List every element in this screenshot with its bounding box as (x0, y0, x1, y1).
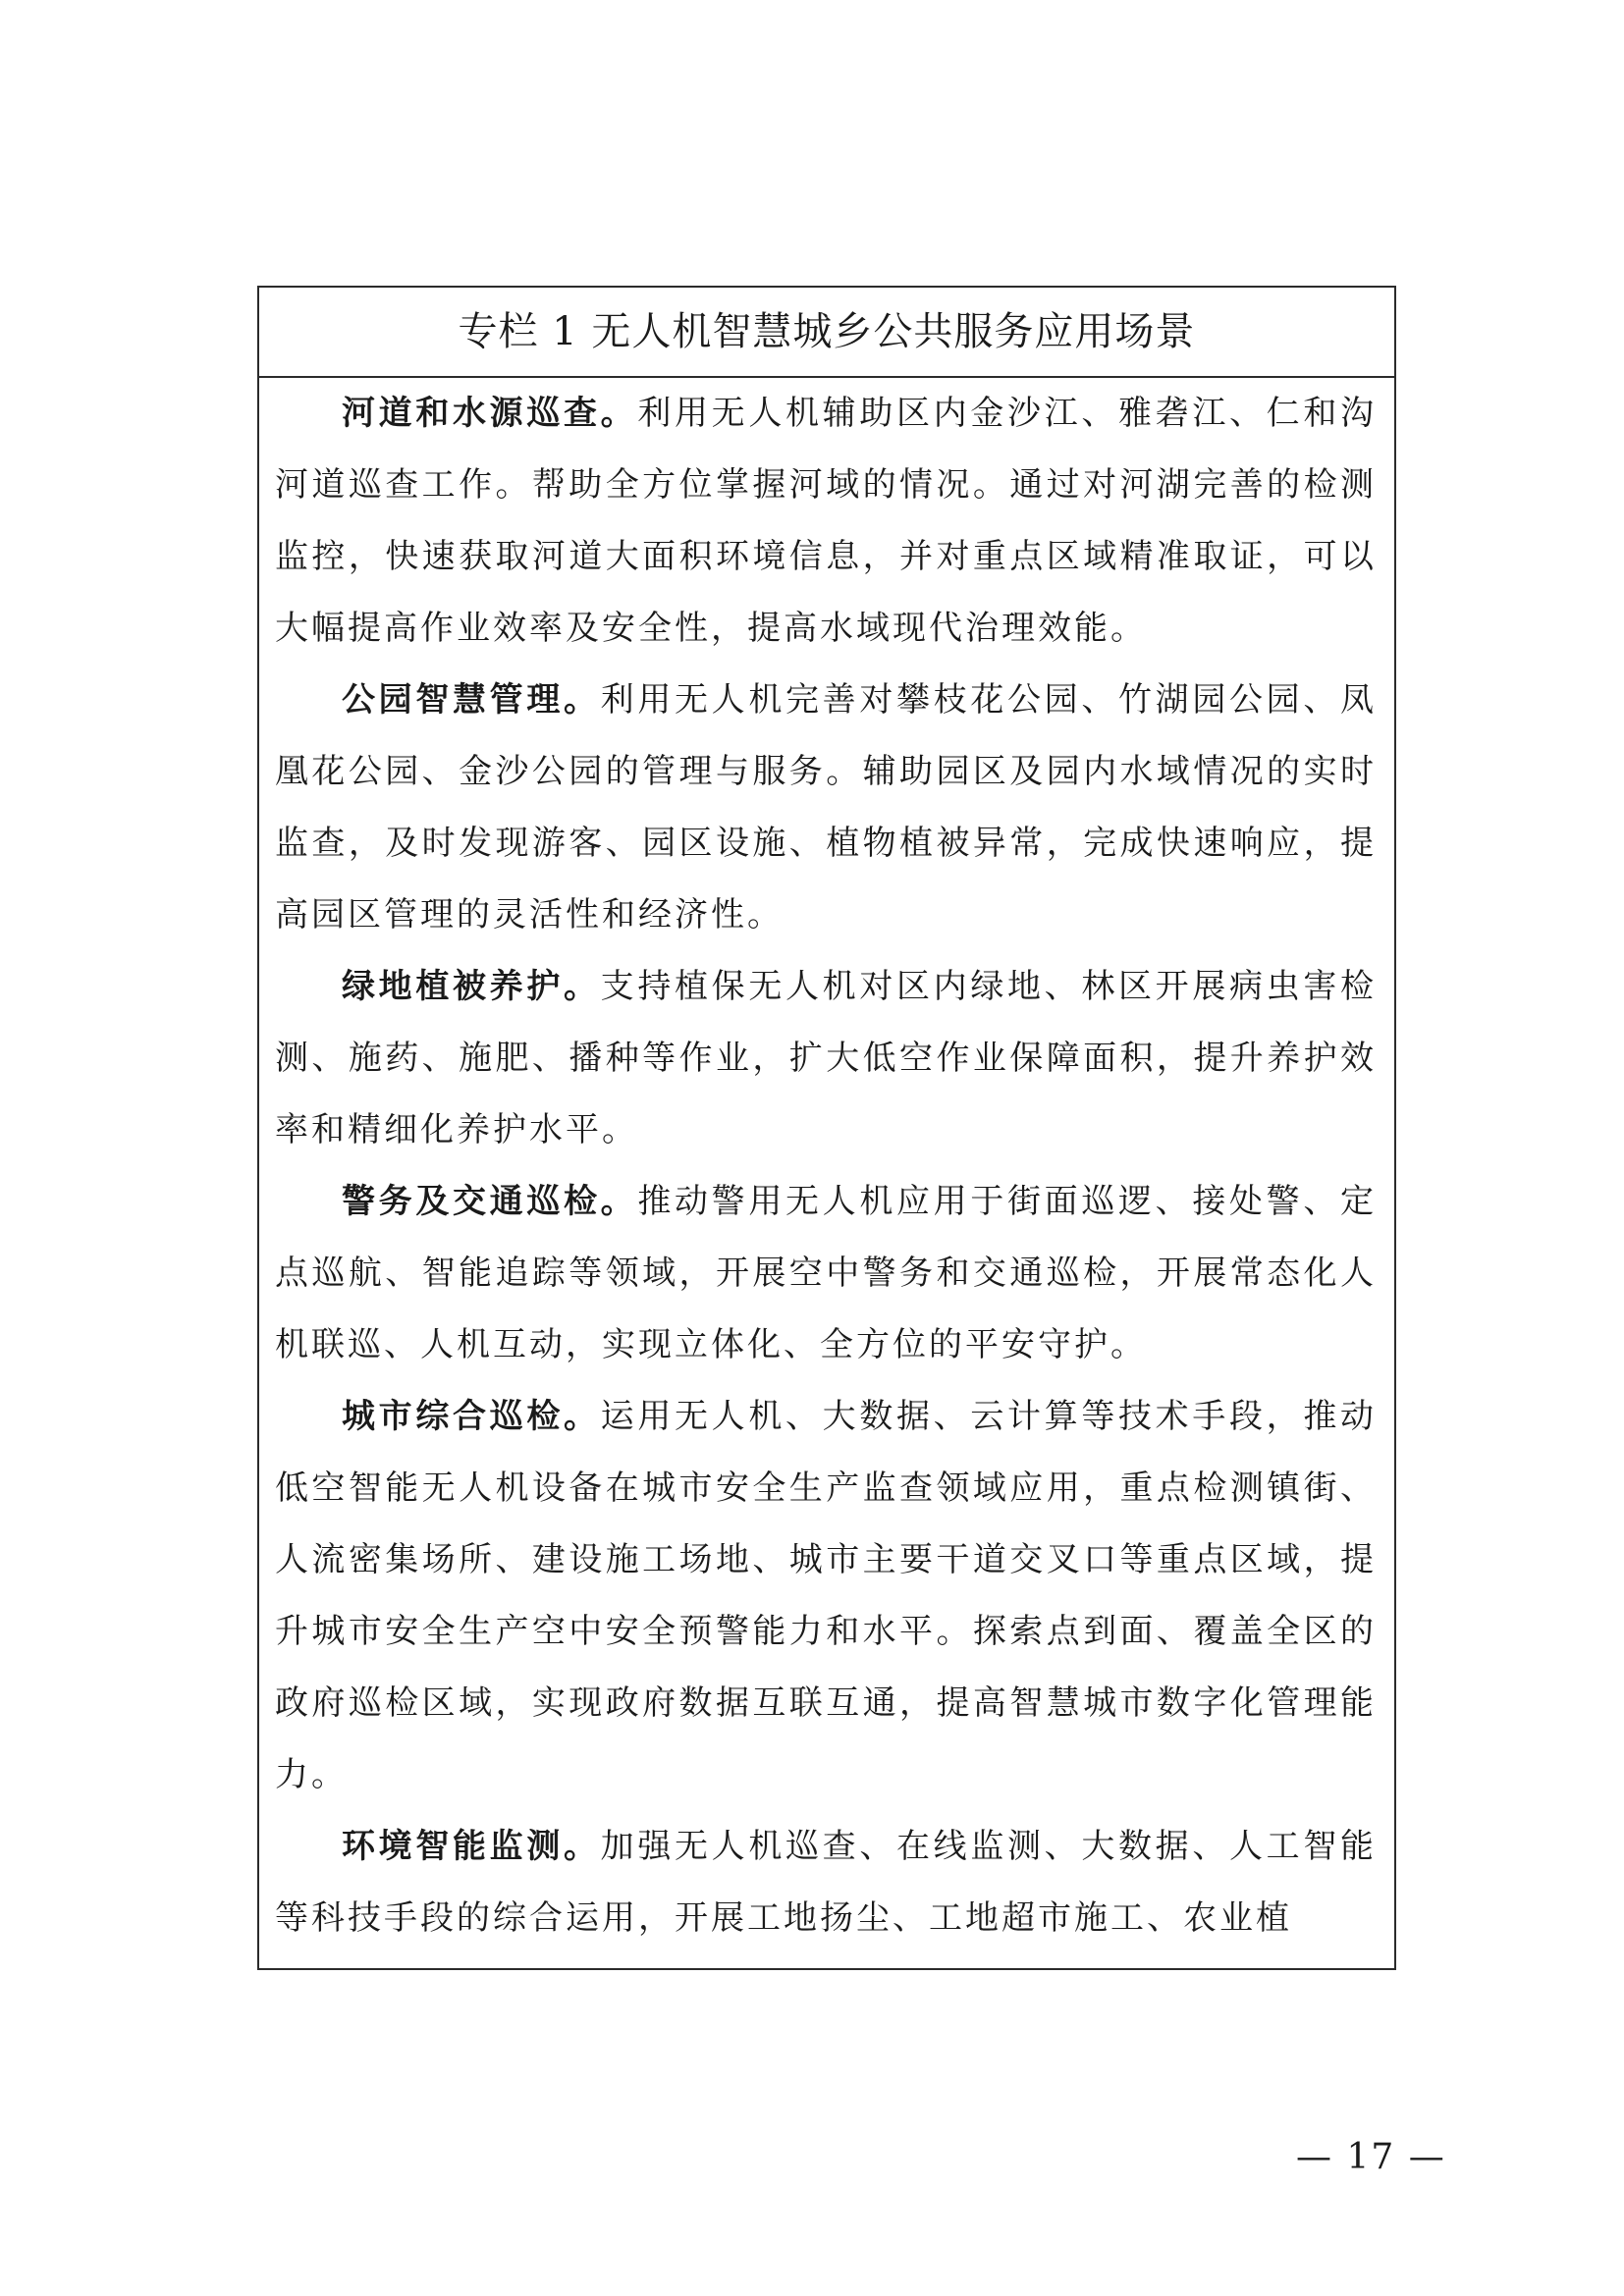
paragraph-lead: 公园智慧管理。 (342, 680, 601, 720)
box-body (259, 378, 1394, 1954)
paragraph-text: 运用无人机、大数据、云计算等技术手段，推动低空智能无人机设备在城市安全生产监查领域应用，重点检测镇街、人流密集场所、建设施工场地、城市主要干道交叉口等重点区域，提升城市安全生产空中安全预警能力和水平。探索点到面、覆盖全区的政府巡检区域，实现政府数据互联互通，提高智慧城市数字化管理能力。 (275, 1397, 1378, 1794)
box-title: 专栏 1 无人机智慧城乡公共服务应用场景 (259, 288, 1394, 378)
page-number: — 17 — (1296, 2137, 1446, 2177)
paragraph-text: 加强无人机巡查、在线监测、大数据、人工智能等科技手段的综合运用，开展工地扬尘、工地超市施工、农业植 (275, 1827, 1378, 1938)
paragraph-text: 利用无人机完善对攀枝花公园、竹湖园公园、凤凰花公园、金沙公园的管理与服务。辅助园区及园内水域情况的实时监查，及时发现游客、园区设施、植物植被异常，完成快速响应，提高园区管理的灵活性和经济性。 (275, 680, 1378, 934)
paragraph-environment-monitoring (275, 1811, 1377, 1954)
feature-box (257, 286, 1396, 1970)
paragraph-park-management (275, 665, 1377, 951)
paragraph-lead: 河道和水源巡查。 (342, 394, 638, 433)
paragraph-lead: 绿地植被养护。 (342, 967, 601, 1006)
paragraph-text: 支持植保无人机对区内绿地、林区开展病虫害检测、施药、施肥、播种等作业，扩大低空作业保障面积，提升养护效率和精细化养护水平。 (275, 967, 1378, 1149)
paragraph-city-inspection (275, 1381, 1377, 1811)
paragraph-lead: 环境智能监测。 (342, 1827, 601, 1866)
paragraph-text: 推动警用无人机应用于街面巡逻、接处警、定点巡航、智能追踪等领域，开展空中警务和交通巡检，开展常态化人机联巡、人机互动，实现立体化、全方位的平安守护。 (275, 1182, 1378, 1364)
paragraph-greenery-care (275, 951, 1377, 1166)
paragraph-lead: 警务及交通巡检。 (342, 1182, 638, 1221)
paragraph-lead: 城市综合巡检。 (342, 1397, 601, 1436)
paragraph-text: 利用无人机辅助区内金沙江、雅砻江、仁和沟河道巡查工作。帮助全方位掌握河域的情况。通过对河湖完善的检测监控，快速获取河道大面积环境信息，并对重点区域精准取证，可以大幅提高作业效率及安全性，提高水域现代治理效能。 (275, 394, 1378, 648)
paragraph-river-patrol (275, 378, 1377, 665)
paragraph-police-traffic (275, 1166, 1377, 1381)
